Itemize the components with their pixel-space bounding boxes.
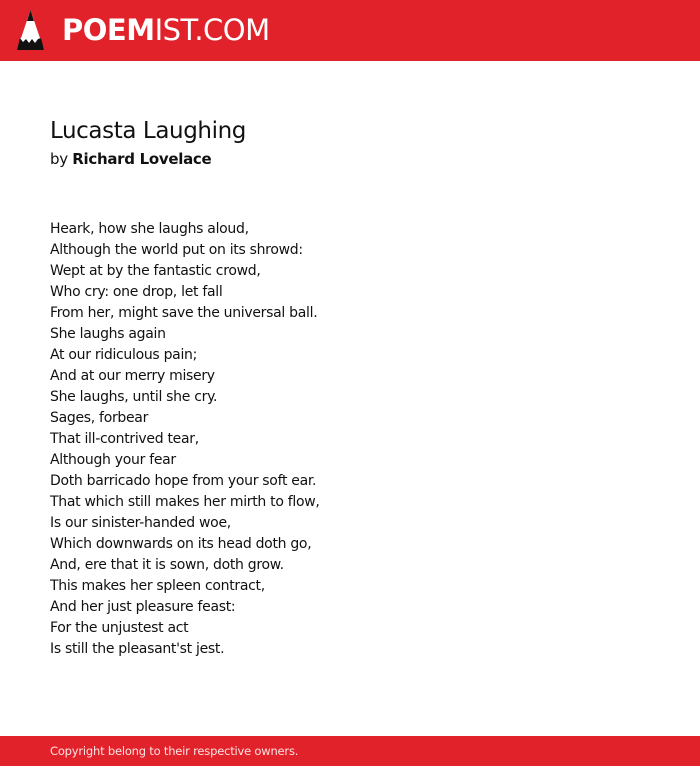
poem-line: Is our sinister-handed woe,: [50, 515, 231, 531]
footer-bar: [0, 736, 700, 766]
poem-line: And, ere that it is sown, doth grow.: [50, 557, 284, 573]
poem-line: That which still makes her mirth to flow,: [50, 494, 320, 510]
poem-line: Sages, forbear: [50, 410, 149, 426]
top-bar: [0, 0, 700, 61]
poem-body: [50, 219, 320, 660]
poem-line: Although the world put on its shrowd:: [50, 242, 303, 258]
byline: [50, 149, 211, 169]
poem-line: Heark, how she laughs aloud,: [50, 221, 249, 237]
poem-line: For the unjustest act: [50, 620, 189, 636]
by-label: by: [50, 150, 68, 168]
poem-line: She laughs again: [50, 326, 166, 342]
poem-line: And at our merry misery: [50, 368, 215, 384]
logo-text-bold: POEM: [62, 13, 155, 47]
poem-line: Wept at by the fantastic crowd,: [50, 263, 261, 279]
site-logo-text: [62, 12, 270, 48]
poem-line: Although your fear: [50, 452, 176, 468]
poem-line: Who cry: one drop, let fall: [50, 284, 223, 300]
logo-text-thin: IST.COM: [154, 13, 270, 47]
poem-line: This makes her spleen contract,: [50, 578, 265, 594]
copyright-text: Copyright belong to their respective owners.: [50, 744, 299, 758]
poem-line: That ill-contrived tear,: [50, 431, 199, 447]
poem-line: She laughs, until she cry.: [50, 389, 218, 405]
poem-line: At our ridiculous pain;: [50, 347, 198, 363]
poem-title: Lucasta Laughing: [50, 118, 246, 144]
poem-line: Doth barricado hope from your soft ear.: [50, 473, 317, 489]
poem-line: From her, might save the universal ball.: [50, 305, 318, 321]
author-name: Richard Lovelace: [72, 150, 212, 168]
poem-line: Is still the pleasant'st jest.: [50, 641, 225, 657]
pen-nib-icon: [17, 10, 44, 50]
poem-line: Which downwards on its head doth go,: [50, 536, 312, 552]
poem-line: And her just pleasure feast:: [50, 599, 236, 615]
